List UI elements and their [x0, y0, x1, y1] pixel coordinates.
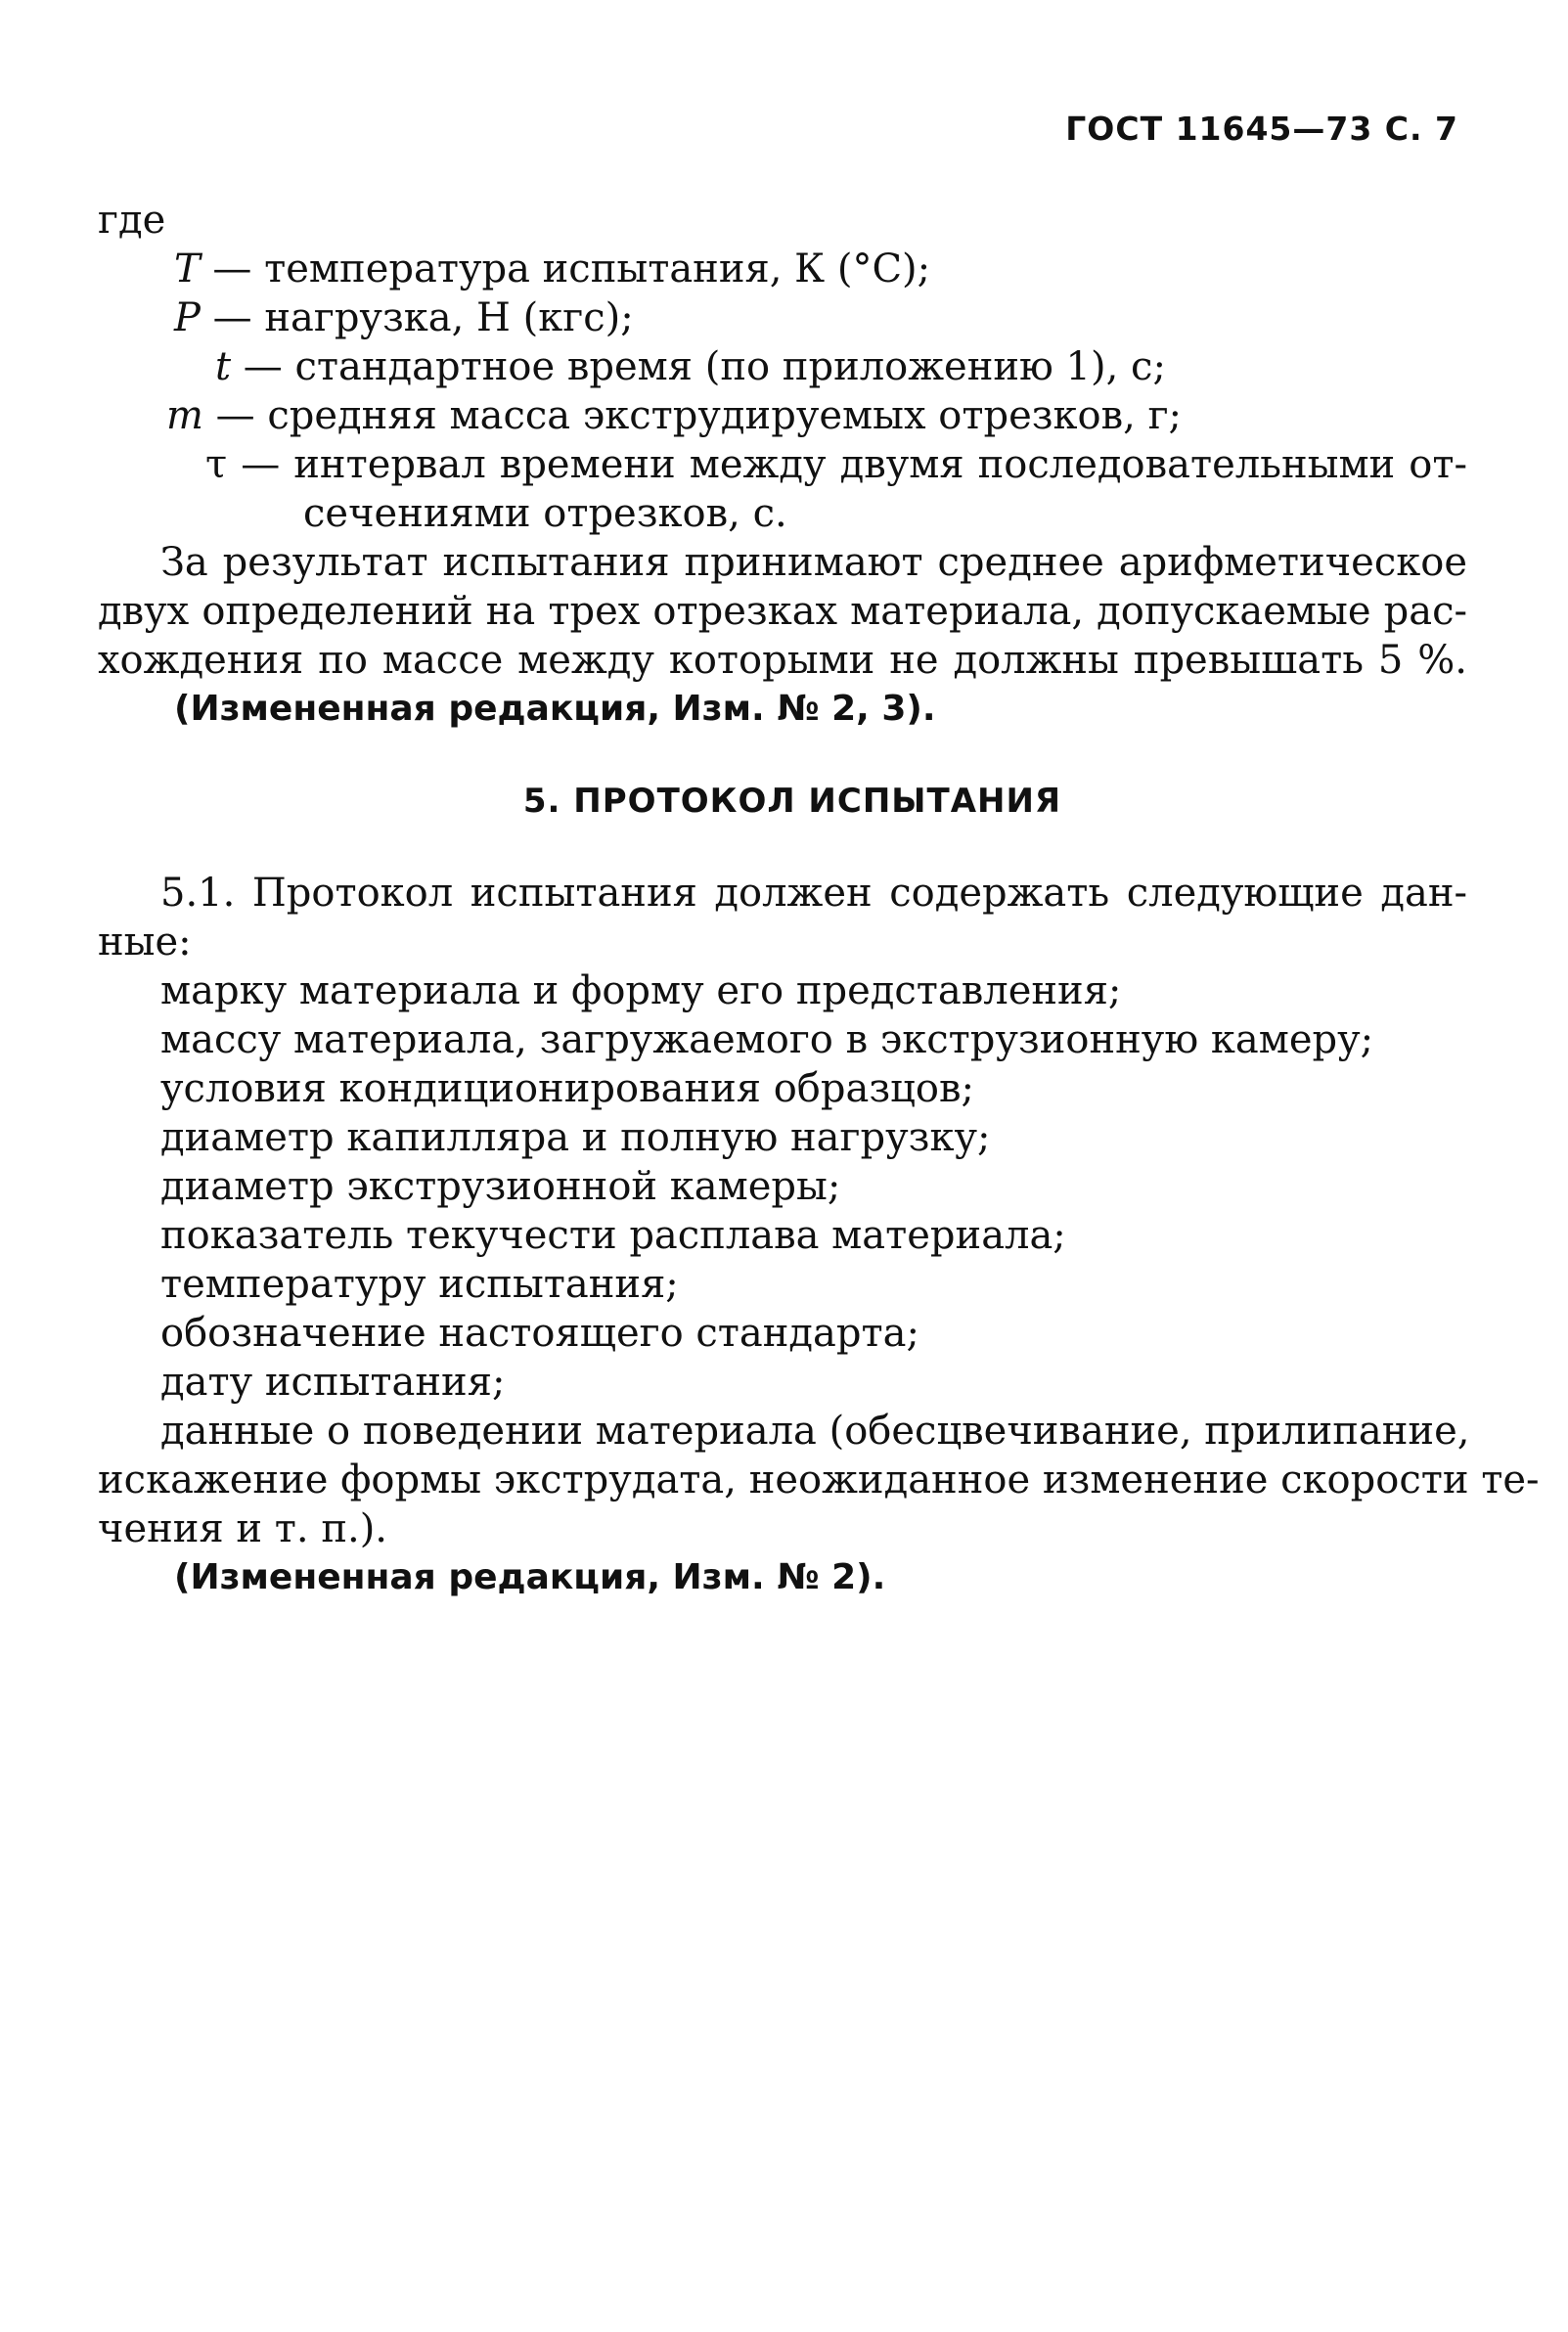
definition-text: — стандартное время (по приложению 1), с;	[231, 344, 1166, 389]
protocol-item: дату испытания;	[160, 1360, 506, 1405]
protocol-item: массу материала, загружаемого в экструзионную камеру;	[160, 1017, 1374, 1062]
definition-text: — средняя масса экструдируемых отрезков, г;	[202, 393, 1183, 438]
definition-T	[98, 245, 1467, 293]
section-title: 5. ПРОТОКОЛ ИСПЫТАНИЯ	[522, 782, 1062, 821]
definition-symbol: m	[166, 393, 203, 438]
definition-text: — нагрузка, Н (кгс);	[200, 295, 634, 340]
amendment-note: (Измененная редакция, Изм. № 2).	[174, 1557, 886, 1597]
definition-symbol: τ	[205, 442, 228, 487]
protocol-item-last-line-1: данные о поведении материала (обесцвечивание, прилипание,	[160, 1409, 1470, 1454]
definition-text: — интервал времени между двумя последовательными от-	[227, 442, 1467, 487]
document-body	[98, 196, 1540, 1602]
protocol-item: диаметр экструзионной камеры;	[160, 1164, 841, 1209]
intro-word: где	[98, 198, 166, 243]
definition-symbol: T	[174, 247, 201, 292]
definition-symbol: t	[215, 344, 232, 389]
clause-5-1-line-1: 5.1. Протокол испытания должен содержать следующие дан-	[160, 871, 1467, 916]
protocol-item: показатель текучести расплава материала;	[160, 1213, 1066, 1258]
protocol-item: условия кондиционирования образцов;	[160, 1066, 974, 1111]
amendment-note: (Измененная редакция, Изм. № 2, 3).	[174, 689, 936, 729]
result-paragraph-line-2: двух определений на трех отрезках материала, допускаемые рас-	[98, 589, 1467, 634]
definition-P	[98, 293, 1467, 342]
protocol-item: температуру испытания;	[160, 1262, 679, 1307]
protocol-item: обозначение настоящего стандарта;	[160, 1311, 919, 1356]
protocol-item-last-line-2: искажение формы экструдата, неожиданное изменение скорости те-	[98, 1458, 1540, 1502]
protocol-item-last-line-3: чения и т. п.).	[98, 1506, 388, 1551]
definition-m	[98, 391, 1467, 440]
protocol-item: диаметр капилляра и полную нагрузку;	[160, 1115, 991, 1160]
result-paragraph-line-3: хождения по массе между которыми не должны превышать 5 %.	[98, 638, 1467, 683]
definition-continuation: сечениями отрезков, с.	[303, 491, 787, 536]
definition-symbol: P	[174, 295, 201, 340]
protocol-item: марку материала и форму его представления;	[160, 968, 1122, 1013]
page-header: ГОСТ 11645—73 С. 7	[1065, 110, 1458, 148]
result-paragraph-line-1: За результат испытания принимают среднее арифметическое	[160, 540, 1467, 585]
definition-text: — температура испытания, К (°С);	[200, 247, 931, 292]
clause-5-1-line-2: ные:	[98, 919, 192, 964]
definition-t	[98, 342, 1467, 391]
definition-tau	[98, 440, 1467, 489]
